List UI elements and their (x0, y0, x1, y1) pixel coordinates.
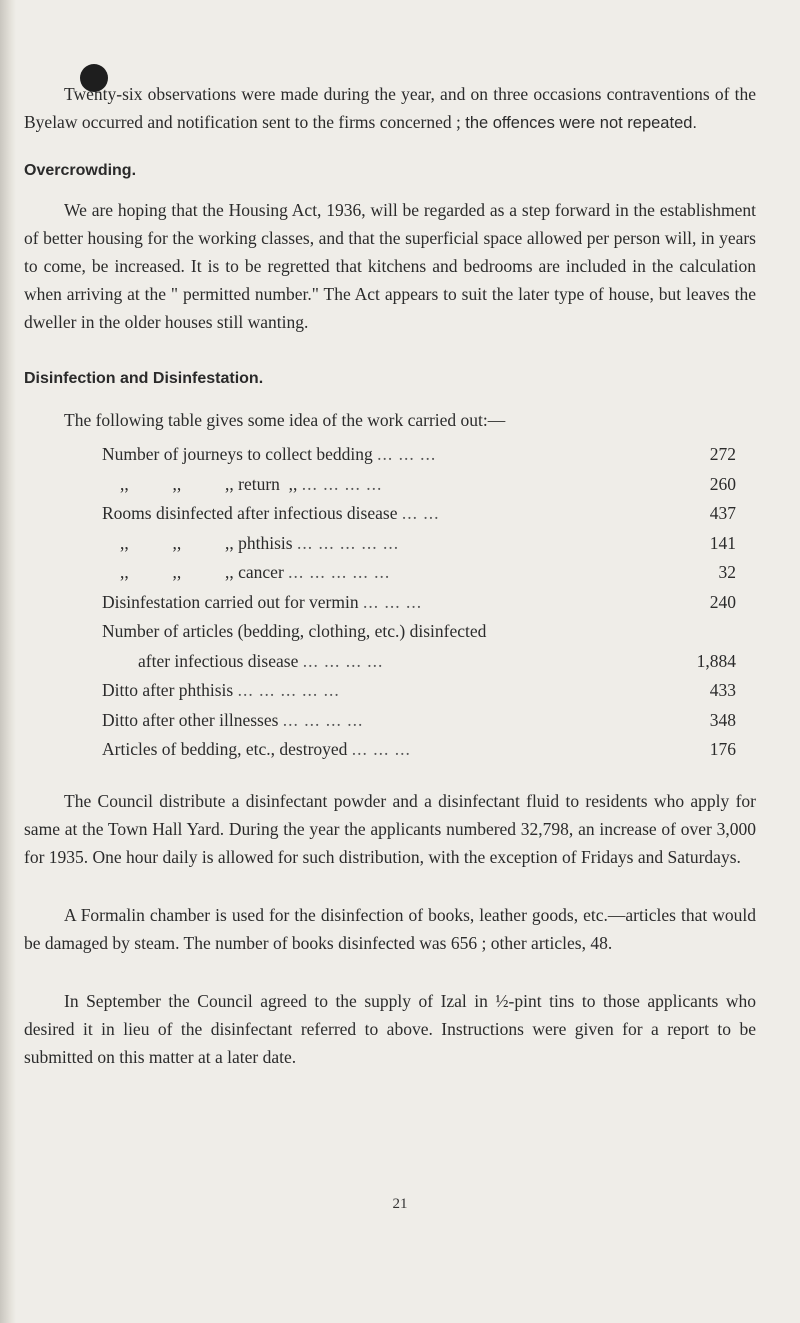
izal-paragraph: In September the Council agreed to the supply of Izal in ½-pint tins to those applicants who desired it in lieu of the disinfectant referred to above. Instructions were given for a report to be submitted on this matter at a later date. (24, 990, 756, 1067)
intro-emphasis: the offences were not repeated. (465, 114, 698, 132)
row-value: 141 (709, 532, 736, 553)
disinfection-table (102, 440, 736, 765)
row-label: ,, ,, ,, phthisis ... ... ... ... ... (120, 532, 400, 553)
page-binding-edge (0, 0, 16, 1323)
table-row (102, 617, 736, 647)
table-row (102, 647, 736, 677)
table-row (102, 440, 736, 470)
row-label: Number of articles (bedding, clothing, etc.) disinfected (102, 621, 487, 642)
row-label: ,, ,, ,, return ,, ... ... ... ... (120, 473, 383, 494)
table-row (102, 529, 736, 559)
row-label: Articles of bedding, etc., destroyed ... ... ... (102, 739, 411, 760)
formalin-paragraph: A Formalin chamber is used for the disinfection of books, leather goods, etc.—articles that would be damaged by steam. The number of books disinfected was 656 ; other articles, 48. (24, 904, 756, 953)
row-value: 260 (709, 473, 736, 494)
row-value: 437 (709, 503, 736, 524)
row-value: 176 (709, 739, 736, 760)
row-value (666, 617, 736, 647)
row-label: Ditto after phthisis ... ... ... ... ... (102, 680, 340, 701)
row-label: Ditto after other illnesses ... ... ... ... (102, 709, 364, 730)
row-value: 272 (709, 444, 736, 465)
table-intro: The following table gives some idea of the work carried out:— (64, 410, 506, 430)
row-label: ,, ,, ,, cancer ... ... ... ... ... (120, 562, 391, 583)
row-label: after infectious disease ... ... ... ... (138, 650, 384, 671)
row-label: Rooms disinfected after infectious disease ... ... (102, 503, 440, 524)
table-row (102, 558, 736, 588)
document-body (24, 70, 756, 1071)
table-row (102, 499, 736, 529)
row-value: 240 (709, 591, 736, 612)
row-label: Disinfestation carried out for vermin ... ... ... (102, 591, 423, 612)
row-value: 1,884 (696, 650, 736, 671)
table-row (102, 706, 736, 736)
table-row (102, 735, 736, 765)
table-row (102, 470, 736, 500)
table-row (102, 676, 736, 706)
row-value: 32 (718, 562, 736, 583)
row-value: 348 (709, 709, 736, 730)
intro-text: Twenty-six observations were made during the year, and on three occasions contraventions of the Byelaw occurred and notification sent to the firms concerned ; (24, 84, 756, 132)
intro-paragraph (24, 80, 756, 137)
disinfection-heading: Disinfection and Disinfestation. (24, 370, 264, 387)
overcrowding-heading: Overcrowding. (24, 162, 137, 179)
table-row (102, 588, 736, 618)
powder-paragraph: The Council distribute a disinfectant powder and a disinfectant fluid to residents who apply for same at the Town Hall Yard. During the year the applicants numbered 32,798, an increase of over 3,000 for 1935. One hour daily is allowed for such distribution, with the exception of Fridays and Saturdays. (24, 790, 756, 867)
page-number: 21 (392, 1196, 408, 1212)
row-value: 433 (709, 680, 736, 701)
overcrowding-paragraph: We are hoping that the Housing Act, 1936, will be regarded as a step forward in the establishment of better housing for the working classes, and that the superficial space allowed per person will, in years to come, be increased. It is to be regretted that kitchens and bedrooms are included in the calculation when arriving at the " permitted number." The Act appears to suit the later type of house, but leaves the dweller in the older houses still wanting. (24, 200, 756, 332)
row-label: Number of journeys to collect bedding ... ... ... (102, 444, 437, 465)
